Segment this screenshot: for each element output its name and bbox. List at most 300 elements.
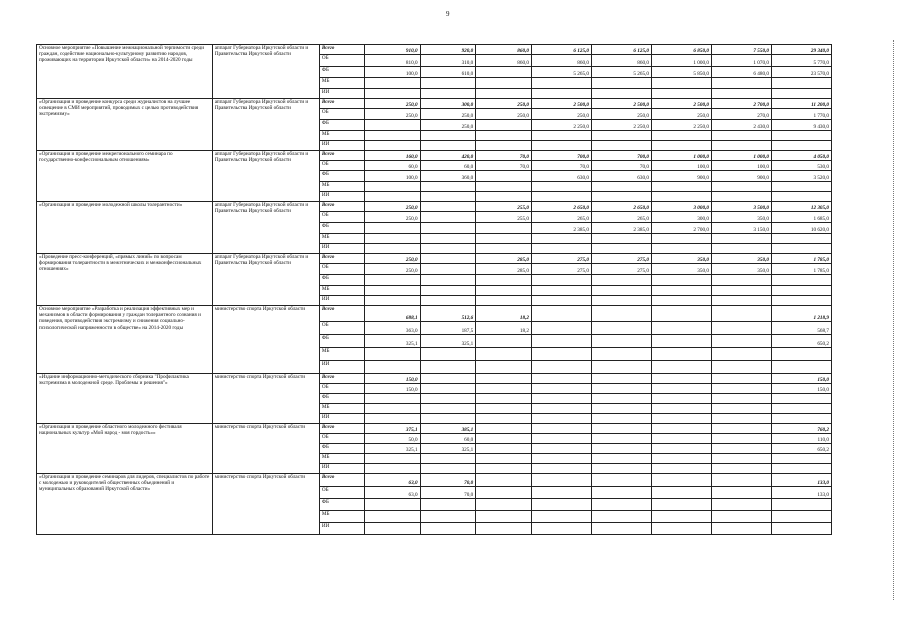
measure-description: «Организация и проведение семинаров для лидеров, специалистов по работе с молодежью и руководителей общественных объединений и муниципальных образований Иркутской области»	[37, 474, 213, 535]
funding-source: ОБ	[319, 264, 364, 275]
year-cell: 1 070,0	[711, 55, 771, 67]
year-cell	[476, 374, 532, 384]
table-row	[37, 424, 832, 434]
year-cell	[591, 322, 651, 335]
year-cell: 910,0	[364, 45, 420, 55]
total-cell: 23 570,0	[771, 67, 831, 78]
year-cell	[711, 348, 771, 361]
year-cell	[711, 131, 771, 141]
year-cell	[476, 275, 532, 286]
year-cell: 250,0	[420, 109, 476, 120]
total-cell: 9 430,0	[771, 120, 831, 131]
total-cell	[771, 275, 831, 286]
total-cell: 4 050,0	[771, 151, 831, 161]
year-cell: 150,0	[364, 384, 420, 394]
year-cell	[711, 322, 771, 335]
year-cell	[476, 444, 532, 454]
year-cell	[531, 424, 591, 434]
measure-description: Основное мероприятие «Повышение межнациональной терпимости среди граждан, содействие национально-культурному развитию народов, проживающих на территории Иркутской области» на 2014-2020 годы	[37, 45, 213, 99]
year-cell: 250,0	[420, 120, 476, 131]
year-cell: 310,0	[420, 55, 476, 67]
funding-source: ОБ	[319, 487, 364, 499]
year-cell	[591, 444, 651, 454]
page-edge-line	[893, 40, 895, 600]
year-cell	[476, 487, 532, 499]
measure-description: «Организация и проведение конкурса среди журналистов на лучшее освещение в СМИ мероприятий, проводимых с целью противодействия экстремизму»	[37, 99, 213, 151]
funding-source: Всего	[319, 474, 364, 487]
year-cell	[651, 464, 711, 474]
year-cell	[420, 404, 476, 414]
year-cell: 2 650,0	[531, 202, 591, 212]
total-cell: 5 770,0	[771, 55, 831, 67]
year-cell	[420, 244, 476, 254]
year-cell	[364, 286, 420, 296]
year-cell	[420, 374, 476, 384]
year-cell	[591, 192, 651, 202]
year-cell	[591, 464, 651, 474]
total-cell	[771, 523, 831, 535]
year-cell: 325,1	[420, 444, 476, 454]
year-cell: 5 265,0	[531, 67, 591, 78]
total-cell: 133,0	[771, 474, 831, 487]
year-cell	[711, 89, 771, 99]
year-cell: 350,0	[711, 212, 771, 223]
funding-source: ИИ	[319, 89, 364, 99]
year-cell: 70,0	[591, 161, 651, 171]
year-cell: 810,0	[364, 55, 420, 67]
year-cell: 70,0	[531, 161, 591, 171]
total-cell: 568,7	[771, 322, 831, 335]
funding-source: ФБ	[319, 223, 364, 234]
year-cell	[651, 306, 711, 322]
table-row	[37, 254, 832, 264]
total-cell	[771, 394, 831, 404]
total-cell	[771, 511, 831, 523]
table-row	[37, 151, 832, 161]
year-cell	[711, 384, 771, 394]
year-cell: 60,0	[364, 161, 420, 171]
year-cell	[531, 474, 591, 487]
year-cell: 325,1	[364, 335, 420, 348]
year-cell: 920,0	[420, 45, 476, 55]
year-cell	[591, 523, 651, 535]
total-cell	[771, 141, 831, 151]
year-cell	[591, 182, 651, 192]
year-cell: 325,1	[364, 444, 420, 454]
funding-source: ИИ	[319, 414, 364, 424]
total-cell	[771, 192, 831, 202]
budget-table	[36, 44, 832, 535]
year-cell	[651, 322, 711, 335]
funding-source: МБ	[319, 234, 364, 244]
year-cell	[711, 286, 771, 296]
funding-source: ИИ	[319, 296, 364, 306]
total-cell	[771, 404, 831, 414]
year-cell	[591, 499, 651, 511]
year-cell	[591, 374, 651, 384]
year-cell: 5 265,0	[591, 67, 651, 78]
year-cell	[651, 384, 711, 394]
year-cell	[591, 424, 651, 434]
year-cell	[420, 414, 476, 424]
total-cell	[771, 286, 831, 296]
total-cell: 11 200,0	[771, 99, 831, 109]
year-cell	[476, 511, 532, 523]
funding-source: МБ	[319, 454, 364, 464]
total-cell: 133,0	[771, 487, 831, 499]
year-cell	[476, 234, 532, 244]
year-cell	[711, 394, 771, 404]
year-cell: 250,0	[476, 99, 532, 109]
year-cell	[531, 361, 591, 374]
total-cell: 1 785,0	[771, 264, 831, 275]
total-cell	[771, 454, 831, 464]
total-cell: 650,2	[771, 335, 831, 348]
measure-description: «Организация и проведение областного молодежного фестиваля национальных культур «Мой народ - моя гордость»»	[37, 424, 213, 474]
year-cell	[476, 120, 532, 131]
year-cell	[591, 348, 651, 361]
total-cell	[771, 244, 831, 254]
year-cell: 512,6	[420, 306, 476, 322]
year-cell: 60,0	[420, 434, 476, 444]
year-cell	[531, 275, 591, 286]
year-cell: 250,0	[364, 109, 420, 120]
total-cell	[771, 234, 831, 244]
year-cell: 250,0	[364, 202, 420, 212]
year-cell: 275,0	[531, 264, 591, 275]
year-cell	[476, 404, 532, 414]
year-cell	[476, 414, 532, 424]
year-cell: 285,0	[476, 254, 532, 264]
year-cell	[531, 499, 591, 511]
funding-source: ИИ	[319, 141, 364, 151]
measure-executor: аппарат Губернатора Иркутской области и Правительства Иркутской области	[212, 254, 319, 306]
year-cell	[364, 89, 420, 99]
year-cell	[364, 78, 420, 89]
measure-executor: министерство спорта Иркутской области	[212, 424, 319, 474]
year-cell	[711, 182, 771, 192]
year-cell	[420, 296, 476, 306]
year-cell: 250,0	[476, 109, 532, 120]
year-cell: 688,1	[364, 306, 420, 322]
year-cell: 2 500,0	[651, 99, 711, 109]
year-cell	[711, 192, 771, 202]
year-cell	[531, 141, 591, 151]
year-cell: 700,0	[591, 151, 651, 161]
year-cell	[711, 335, 771, 348]
measure-executor: аппарат Губернатора Иркутской области и Правительства Иркутской области	[212, 99, 319, 151]
year-cell	[476, 89, 532, 99]
year-cell	[420, 454, 476, 464]
year-cell	[364, 404, 420, 414]
total-cell: 10 620,0	[771, 223, 831, 234]
year-cell: 860,0	[476, 45, 532, 55]
year-cell: 860,0	[531, 55, 591, 67]
year-cell	[476, 78, 532, 89]
table-row	[37, 374, 832, 384]
year-cell	[476, 244, 532, 254]
measure-executor: аппарат Губернатора Иркутской области и Правительства Иркутской области	[212, 202, 319, 254]
measure-executor: министерство спорта Иркутской области	[212, 474, 319, 535]
total-cell	[771, 89, 831, 99]
year-cell	[711, 424, 771, 434]
total-cell	[771, 499, 831, 511]
year-cell	[651, 424, 711, 434]
funding-source: ИИ	[319, 192, 364, 202]
year-cell: 70,0	[420, 474, 476, 487]
measure-executor: аппарат Губернатора Иркутской области и Правительства Иркутской области	[212, 45, 319, 99]
year-cell	[591, 234, 651, 244]
year-cell	[420, 192, 476, 202]
year-cell	[420, 78, 476, 89]
funding-source: Всего	[319, 374, 364, 384]
year-cell	[591, 361, 651, 374]
year-cell: 7 550,0	[711, 45, 771, 55]
measure-description: «Организация и проведение межрегионального семинара по государственно-конфессиональным отношениям»	[37, 151, 213, 202]
funding-source: Всего	[319, 254, 364, 264]
year-cell	[651, 141, 711, 151]
year-cell: 18,2	[476, 306, 532, 322]
year-cell	[591, 404, 651, 414]
year-cell: 2 430,0	[711, 120, 771, 131]
year-cell	[711, 487, 771, 499]
year-cell	[364, 361, 420, 374]
year-cell	[420, 264, 476, 275]
year-cell	[651, 394, 711, 404]
funding-source: МБ	[319, 131, 364, 141]
year-cell: 350,0	[711, 264, 771, 275]
year-cell	[364, 464, 420, 474]
funding-source: ФБ	[319, 394, 364, 404]
year-cell: 2 385,0	[591, 223, 651, 234]
year-cell	[651, 414, 711, 424]
year-cell	[651, 487, 711, 499]
year-cell	[420, 141, 476, 151]
year-cell	[476, 141, 532, 151]
year-cell: 275,0	[591, 254, 651, 264]
year-cell	[591, 78, 651, 89]
year-cell	[531, 384, 591, 394]
funding-source: ФБ	[319, 499, 364, 511]
year-cell	[364, 296, 420, 306]
year-cell: 187,5	[420, 322, 476, 335]
year-cell	[364, 275, 420, 286]
year-cell	[651, 404, 711, 414]
year-cell	[711, 523, 771, 535]
measure-description: Основное мероприятие «Разработка и реализация эффективных мер и механизмов в области формирования у граждан толерантного сознания и поведения, противодействия экстремизму и снижения социально-психологической напряженности в обществе» на 2014-2020 годы	[37, 306, 213, 374]
year-cell: 70,0	[476, 151, 532, 161]
year-cell	[420, 464, 476, 474]
year-cell: 6 850,0	[651, 45, 711, 55]
year-cell	[476, 171, 532, 182]
measure-description: «Организация и проведение молодежной школы толерантности»	[37, 202, 213, 254]
year-cell	[591, 394, 651, 404]
year-cell	[651, 511, 711, 523]
funding-source: Всего	[319, 151, 364, 161]
year-cell	[476, 464, 532, 474]
year-cell	[711, 374, 771, 384]
year-cell: 275,0	[531, 254, 591, 264]
year-cell	[364, 223, 420, 234]
year-cell	[711, 78, 771, 89]
total-cell	[771, 131, 831, 141]
funding-source: МБ	[319, 348, 364, 361]
total-cell: 1 770,0	[771, 109, 831, 120]
year-cell: 70,0	[420, 487, 476, 499]
year-cell: 6 125,0	[591, 45, 651, 55]
funding-source: Всего	[319, 99, 364, 109]
year-cell: 1 000,0	[711, 151, 771, 161]
year-cell	[651, 374, 711, 384]
year-cell: 3 150,0	[711, 223, 771, 234]
year-cell: 860,0	[591, 55, 651, 67]
table-row	[37, 474, 832, 487]
year-cell	[420, 348, 476, 361]
measure-executor: аппарат Губернатора Иркутской области и Правительства Иркутской области	[212, 151, 319, 202]
funding-source: МБ	[319, 511, 364, 523]
year-cell	[711, 244, 771, 254]
year-cell: 610,0	[420, 67, 476, 78]
year-cell: 860,0	[476, 55, 532, 67]
total-cell	[771, 414, 831, 424]
year-cell	[711, 141, 771, 151]
year-cell: 300,0	[651, 212, 711, 223]
year-cell	[591, 141, 651, 151]
table-row	[37, 99, 832, 109]
funding-source: ФБ	[319, 120, 364, 131]
year-cell	[711, 511, 771, 523]
year-cell	[476, 335, 532, 348]
year-cell: 363,0	[364, 322, 420, 335]
year-cell	[420, 131, 476, 141]
year-cell	[364, 523, 420, 535]
year-cell	[531, 374, 591, 384]
year-cell: 2 385,0	[531, 223, 591, 234]
year-cell: 2 500,0	[591, 99, 651, 109]
year-cell	[591, 434, 651, 444]
funding-source: ФБ	[319, 444, 364, 454]
year-cell: 70,0	[476, 161, 532, 171]
year-cell	[651, 434, 711, 444]
year-cell	[420, 202, 476, 212]
funding-source: ФБ	[319, 67, 364, 78]
year-cell	[364, 192, 420, 202]
funding-source: Всего	[319, 45, 364, 55]
year-cell: 265,0	[531, 212, 591, 223]
year-cell: 2 650,0	[591, 202, 651, 212]
year-cell	[531, 464, 591, 474]
year-cell: 255,0	[476, 202, 532, 212]
year-cell	[711, 454, 771, 464]
year-cell: 360,0	[420, 171, 476, 182]
year-cell	[711, 444, 771, 454]
year-cell: 100,0	[711, 161, 771, 171]
year-cell	[420, 254, 476, 264]
year-cell	[531, 394, 591, 404]
year-cell	[651, 296, 711, 306]
year-cell	[364, 414, 420, 424]
table-row	[37, 202, 832, 212]
year-cell	[364, 394, 420, 404]
year-cell: 100,0	[651, 161, 711, 171]
year-cell	[531, 523, 591, 535]
year-cell	[591, 335, 651, 348]
year-cell	[711, 499, 771, 511]
year-cell	[651, 192, 711, 202]
year-cell	[591, 474, 651, 487]
year-cell	[531, 454, 591, 464]
year-cell	[711, 414, 771, 424]
funding-source: МБ	[319, 78, 364, 89]
year-cell: 630,0	[591, 171, 651, 182]
year-cell: 700,0	[531, 151, 591, 161]
year-cell	[651, 234, 711, 244]
year-cell	[476, 182, 532, 192]
year-cell	[591, 487, 651, 499]
year-cell	[476, 434, 532, 444]
year-cell: 350,0	[711, 254, 771, 264]
year-cell: 63,0	[364, 487, 420, 499]
funding-source: ОБ	[319, 212, 364, 223]
page-number: 9	[446, 10, 450, 18]
total-cell: 530,0	[771, 161, 831, 171]
year-cell	[420, 212, 476, 223]
total-cell	[771, 361, 831, 374]
year-cell	[651, 275, 711, 286]
year-cell: 1 000,0	[651, 55, 711, 67]
year-cell	[531, 335, 591, 348]
year-cell	[531, 511, 591, 523]
year-cell	[591, 286, 651, 296]
year-cell	[364, 141, 420, 151]
year-cell	[420, 234, 476, 244]
year-cell	[420, 286, 476, 296]
total-cell: 12 305,0	[771, 202, 831, 212]
year-cell	[420, 511, 476, 523]
year-cell	[531, 234, 591, 244]
year-cell	[364, 454, 420, 464]
total-cell	[771, 348, 831, 361]
year-cell	[364, 120, 420, 131]
funding-source: ИИ	[319, 464, 364, 474]
year-cell	[651, 78, 711, 89]
year-cell: 250,0	[591, 109, 651, 120]
year-cell	[476, 348, 532, 361]
year-cell	[711, 296, 771, 306]
year-cell	[651, 444, 711, 454]
total-cell: 1 685,0	[771, 212, 831, 223]
year-cell: 63,0	[364, 474, 420, 487]
year-cell: 250,0	[651, 109, 711, 120]
funding-source: Всего	[319, 424, 364, 434]
funding-source: МБ	[319, 182, 364, 192]
total-cell	[771, 464, 831, 474]
year-cell: 285,0	[476, 264, 532, 275]
year-cell	[531, 192, 591, 202]
year-cell: 300,0	[420, 99, 476, 109]
year-cell	[476, 296, 532, 306]
funding-source: ОБ	[319, 55, 364, 67]
year-cell: 100,0	[364, 67, 420, 78]
year-cell	[420, 384, 476, 394]
year-cell: 160,0	[364, 151, 420, 161]
year-cell	[531, 434, 591, 444]
year-cell: 630,0	[531, 171, 591, 182]
year-cell: 6 125,0	[531, 45, 591, 55]
year-cell	[531, 444, 591, 454]
year-cell	[476, 67, 532, 78]
year-cell	[651, 474, 711, 487]
